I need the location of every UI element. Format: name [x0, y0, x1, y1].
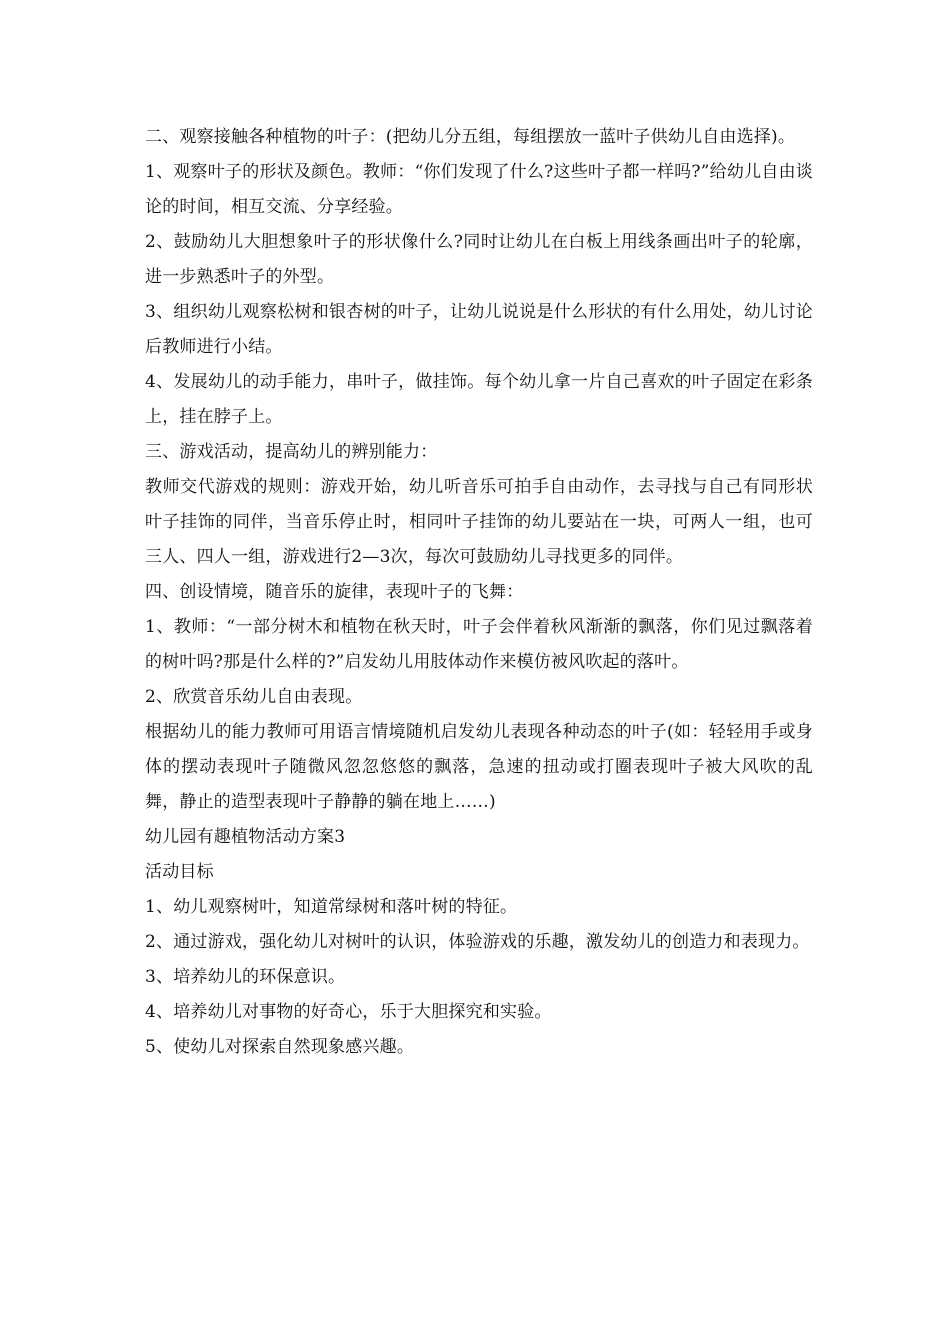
paragraph-step-3: 3、组织幼儿观察松树和银杏树的叶子，让幼儿说说是什么形状的有什么用处，幼儿讨论后教师进行小结。 — [145, 302, 813, 357]
paragraph-step-2: 2、鼓励幼儿大胆想象叶子的形状像什么?同时让幼儿在白板上用线条画出叶子的轮廓，进一步熟悉叶子的外型。 — [145, 232, 813, 287]
goal-item-1: 1、幼儿观察树叶，知道常绿树和落叶树的特征。 — [145, 897, 518, 917]
section-heading-music: 四、创设情境，随音乐的旋律，表现叶子的飞舞： — [145, 582, 524, 602]
paragraph-game-rules: 教师交代游戏的规则：游戏开始，幼儿听音乐可拍手自由动作，去寻找与自己有同形状叶子挂饰的同伴，当音乐停止时，相同叶子挂饰的幼儿要站在一块，可两人一组，也可三人、四人一组，游戏进行2—3次，每次可鼓励幼儿寻找更多的同伴。 — [145, 477, 813, 567]
document-body — [145, 120, 813, 1065]
paragraph-step-4: 4、发展幼儿的动手能力，串叶子，做挂饰。每个幼儿拿一片自己喜欢的叶子固定在彩条上，挂在脖子上。 — [145, 372, 813, 427]
goal-item-2: 2、通过游戏，强化幼儿对树叶的认识，体验游戏的乐趣，激发幼儿的创造力和表现力。 — [145, 932, 810, 952]
goal-item-5: 5、使幼儿对探索自然现象感兴趣。 — [145, 1037, 415, 1057]
goal-item-4: 4、培养幼儿对事物的好奇心，乐于大胆探究和实验。 — [145, 1002, 552, 1022]
paragraph-music-step-2: 2、欣赏音乐幼儿自由表现。 — [145, 687, 363, 707]
paragraph-music-guidance: 根据幼儿的能力教师可用语言情境随机启发幼儿表现各种动态的叶子(如：轻轻用手或身体的摆动表现叶子随微风忽忽悠悠的飘落，急速的扭动或打圈表现叶子被大风吹的乱舞，静止的造型表现叶子静静的躺在地上……) — [145, 722, 813, 812]
paragraph-music-step-1: 1、教师：“一部分树木和植物在秋天时，叶子会伴着秋风渐渐的飘落，你们见过飘落着的树叶吗?那是什么样的?”启发幼儿用肢体动作来模仿被风吹起的落叶。 — [145, 617, 813, 672]
goals-heading: 活动目标 — [145, 862, 214, 882]
paragraph-step-1: 1、观察叶子的形状及颜色。教师：“你们发现了什么?这些叶子都一样吗?”给幼儿自由谈论的时间，相互交流、分享经验。 — [145, 162, 813, 217]
plan-title: 幼儿园有趣植物活动方案3 — [145, 827, 346, 847]
section-heading-game: 三、游戏活动，提高幼儿的辨别能力： — [145, 442, 438, 462]
section-heading-observe-leaves: 二、观察接触各种植物的叶子：(把幼儿分五组，每组摆放一蓝叶子供幼儿自由选择)。 — [145, 127, 796, 147]
goal-item-3: 3、培养幼儿的环保意识。 — [145, 967, 346, 987]
